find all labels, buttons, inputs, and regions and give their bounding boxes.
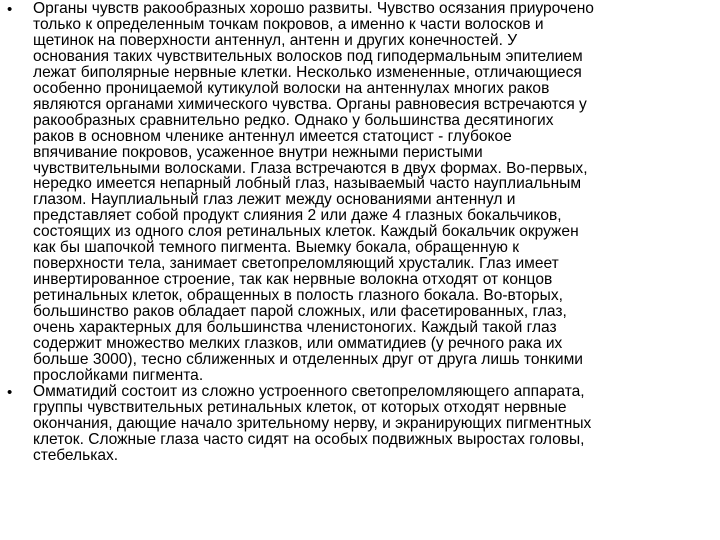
text-line: глазом. Науплиальный глаз лежит между основаниями антеннул и: [33, 191, 516, 209]
text-line: нередко имеется непарный лобный глаз, называемый часто науплиальным: [33, 175, 582, 193]
text-line: очень характерных для большинства членистоногих. Каждый такой глаз: [33, 319, 557, 337]
text-line: только к определенным точкам покровов, а именно к части волосков и: [33, 15, 544, 33]
text-line: ракообразных сравнительно редко. Однако у большинства десятиногих: [33, 111, 554, 129]
bullet-item-ommatidium: [0, 384, 720, 464]
text-line: прослойками пигмента.: [33, 366, 204, 384]
text-line: представляет собой продукт слияния 2 или даже 4 глазных бокальчиков,: [33, 207, 562, 225]
text-line: щетинок на поверхности антеннул, антенн и других конечностей. У: [33, 31, 518, 49]
bullet-icon: •: [7, 383, 13, 401]
paragraph-sense-organs: [33, 1, 710, 384]
bullet-icon: •: [7, 1, 13, 18]
text-line: инвертированное строение, так как нервные волокна отходят от концов: [33, 271, 553, 289]
text-line: ретинальных клеток, обращенных в полость глазного бокала. Во-вторых,: [33, 287, 563, 305]
text-line: поверхности тела, занимает светопреломляющий хрусталик. Глаз имеет: [33, 255, 559, 273]
text-line: больше 3000), тесно сближенных и отделенных друг от друга лишь тонкими: [33, 350, 583, 368]
text-line: окончания, дающие начало зрительному нерву, и экранирующих пигментных: [33, 414, 592, 432]
text-line: Омматидий состоит из сложно устроенного светопреломляющего аппарата,: [33, 382, 585, 400]
text-line: клеток. Сложные глаза часто сидят на особых подвижных выростах головы,: [33, 430, 585, 448]
text-line: группы чувствительных ретинальных клеток, от которых отходят нервные: [33, 398, 567, 416]
text-line: впячивание покровов, усаженное внутри нежными перистыми: [33, 143, 483, 161]
text-line: состоящих из одного слоя ретинальных клеток. Каждый бокальчик окружен: [33, 223, 579, 241]
paragraph-ommatidium: [33, 384, 710, 464]
text-line: особенно проницаемой кутикулой волоски на антеннулах многих раков: [33, 79, 550, 97]
text-line: чувствительными волосками. Глаза встречаются в двух формах. Во-первых,: [33, 159, 588, 177]
text-line: большинство раков обладает парой сложных, или фасетированных, глаз,: [33, 303, 567, 321]
text-line: раков в основном членике антеннул имеется статоцист - глубокое: [33, 127, 512, 145]
text-line: как бы шапочкой темного пигмента. Выемку бокала, обращенную к: [33, 239, 520, 257]
text-line: являются органами химического чувства. Органы равновесия встречаются у: [33, 95, 587, 113]
text-line: Органы чувств ракообразных хорошо развиты. Чувство осязания приурочено: [33, 0, 594, 17]
text-line: содержит множество мелких глазков, или омматидиев (у речного рака их: [33, 335, 563, 353]
text-line: основания таких чувствительных волосков под гиподермальным эпителием: [33, 47, 583, 65]
text-line: лежат биполярные нервные клетки. Несколько измененные, отличающиеся: [33, 63, 582, 81]
text-line: стебельках.: [33, 446, 119, 464]
bullet-item-sense-organs: [0, 1, 720, 384]
